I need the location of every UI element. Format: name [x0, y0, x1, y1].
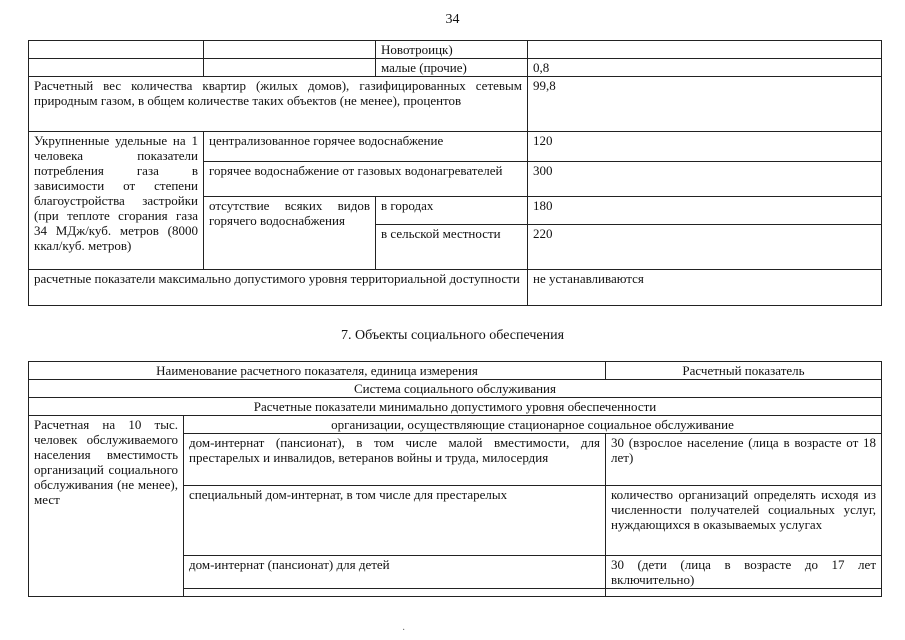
table-row — [29, 380, 882, 398]
social-services-table — [28, 361, 882, 597]
table-row — [29, 398, 882, 416]
table-row — [29, 77, 882, 132]
table-cell: малые (прочие) — [376, 59, 528, 77]
table-cell: 220 — [528, 225, 882, 270]
table-cell: централизованное горячее водоснабжение — [204, 132, 528, 162]
table-header-row — [29, 362, 882, 380]
section-row: Расчетные показатели минимально допустимого уровня обеспеченности — [29, 398, 882, 416]
column-header: Расчетный показатель — [606, 362, 882, 380]
table-cell: Новотроицк) — [376, 41, 528, 59]
table-cell — [606, 589, 882, 597]
table-cell: расчетные показатели максимально допустимого уровня территориальной доступности — [29, 270, 528, 306]
table-cell: количество организаций определять исходя из численности получателей социальных услуг, нуждающихся в оказываемых услугах — [606, 486, 882, 556]
page-number: 34 — [445, 12, 460, 27]
table-cell — [204, 41, 376, 59]
table-cell: не устанавливаются — [528, 270, 882, 306]
capacity-label: Расчетная на 10 тыс. человек обслуживаемого населения вместимость организаций социального обслуживания (не менее), мест — [29, 416, 184, 597]
table-cell: 300 — [528, 162, 882, 197]
table-row — [29, 270, 882, 306]
table-cell: Расчетный вес количества квартир (жилых домов), газифицированных сетевым природным газом, в общем количестве таких объектов (не менее), процентов — [29, 77, 528, 132]
table-cell: дом-интернат (пансионат), в том числе малой вместимости, для престарелых и инвалидов, ветеранов войны и труда, милосердия — [184, 434, 606, 486]
table-cell: 180 — [528, 197, 882, 225]
table-cell — [528, 41, 882, 59]
section-title: 7. Объекты социального обеспечения — [340, 328, 565, 343]
table-cell: дом-интернат (пансионат) для детей — [184, 556, 606, 589]
table-cell: специальный дом-интернат, в том числе для престарелых — [184, 486, 606, 556]
table-cell: в сельской местности — [376, 225, 528, 270]
footer-mark: · — [402, 625, 406, 636]
table-row — [29, 59, 882, 77]
table-cell: 99,8 — [528, 77, 882, 132]
table-row — [29, 416, 882, 434]
section-row: Система социального обслуживания — [29, 380, 882, 398]
table-row — [29, 41, 882, 59]
table-row — [29, 132, 882, 162]
table-cell: в городах — [376, 197, 528, 225]
table-cell — [29, 41, 204, 59]
table-cell — [204, 59, 376, 77]
table-cell: отсутствие всяких видов горячего водоснабжения — [204, 197, 376, 270]
table-cell: горячее водоснабжение от газовых водонагревателей — [204, 162, 528, 197]
table-cell — [184, 589, 606, 597]
table-cell: 120 — [528, 132, 882, 162]
table-cell: 0,8 — [528, 59, 882, 77]
table-cell: 30 (дети (лица в возрасте до 17 лет включительно) — [606, 556, 882, 589]
gas-supply-table — [28, 40, 882, 306]
gas-consumption-label: Укрупненные удельные на 1 человека показатели потребления газа в зависимости от степени благоустройства застройки (при теплоте сгорания газа 34 МДж/куб. метров (8000 ккал/куб. метров) — [29, 132, 204, 270]
section-row: организации, осуществляющие стационарное социальное обслуживание — [184, 416, 882, 434]
table-cell: 30 (взрослое население (лица в возрасте от 18 лет) — [606, 434, 882, 486]
column-header: Наименование расчетного показателя, единица измерения — [29, 362, 606, 380]
table-cell — [29, 59, 204, 77]
